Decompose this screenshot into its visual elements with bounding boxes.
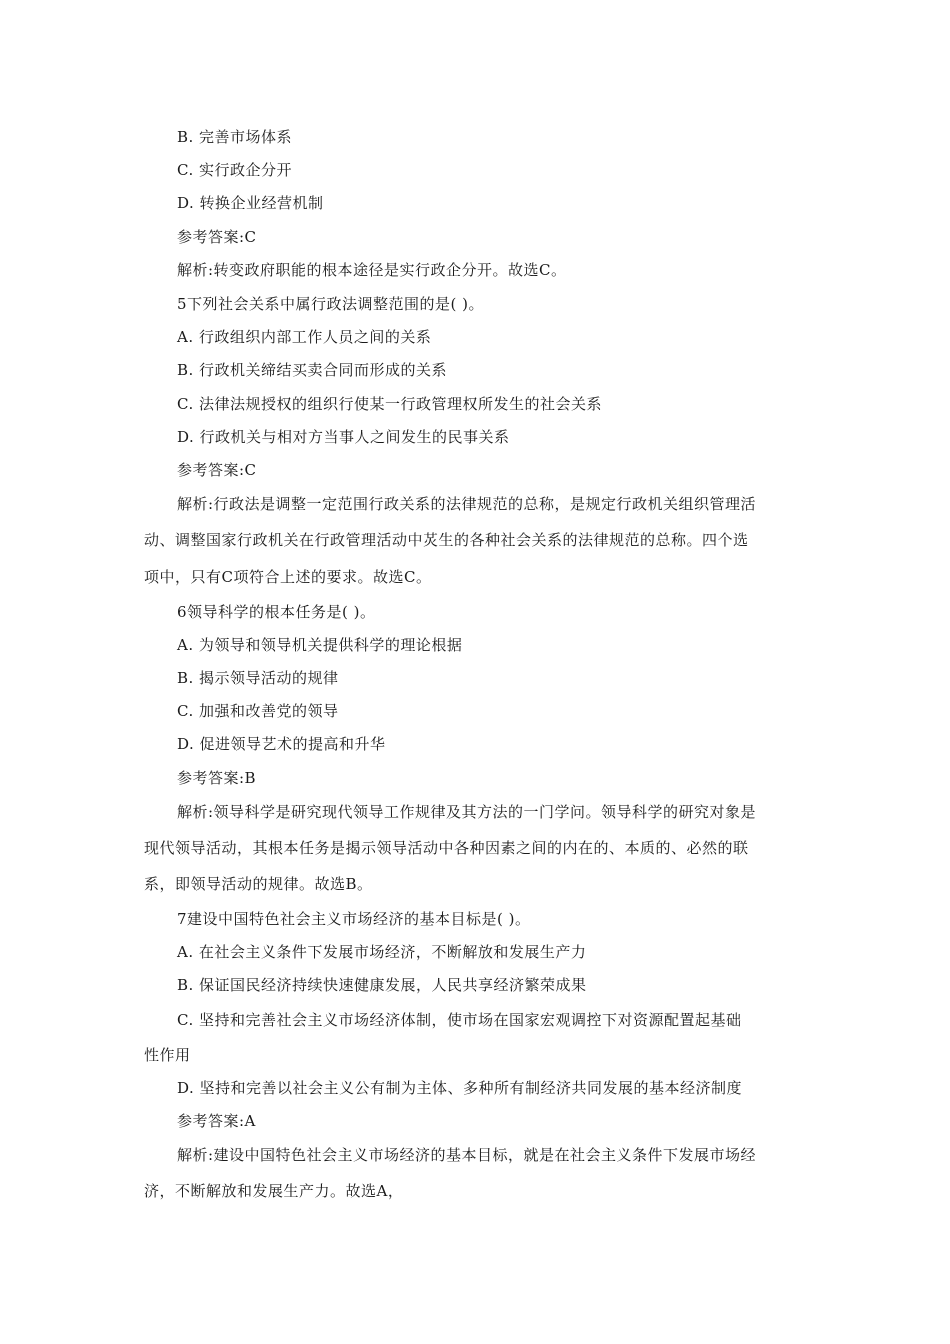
explanation-q6-line1: 解析:领导科学是研究现代领导工作规律及其方法的一门学问。领导科学的研究对象是 (177, 803, 757, 821)
option-d-q5: D. 行政机关与相对方当事人之间发生的民事关系 (177, 428, 510, 446)
explanation-q6-line2: 现代领导活动，其根本任务是揭示领导活动中各种因素之间的内在的、本质的、必然的联 (144, 839, 749, 857)
option-c-q7-line2: 性作用 (144, 1046, 191, 1064)
option-b-q4: B. 完善市场体系 (177, 128, 293, 146)
answer-q7: 参考答案:A (177, 1112, 256, 1130)
question-5: 5下列社会关系中属行政法调整范围的是( )。 (177, 295, 485, 313)
option-d-q6: D. 促进领导艺术的提高和升华 (177, 735, 386, 753)
answer-q4: 参考答案:C (177, 228, 257, 246)
option-c-q7-line1: C. 坚持和完善社会主义市场经济体制，使市场在国家宏观调控下对资源配置起基础 (177, 1011, 742, 1029)
option-c-q4: C. 实行政企分开 (177, 161, 292, 179)
explanation-q5-line1: 解析:行政法是调整一定范围行政关系的法律规范的总称，是规定行政机关组织管理活 (177, 495, 757, 513)
explanation-q4: 解析:转变政府职能的根本途径是实行政企分开。故选C。 (177, 261, 567, 279)
option-c-q6: C. 加强和改善党的领导 (177, 702, 339, 720)
option-d-q4: D. 转换企业经营机制 (177, 194, 324, 212)
option-b-q6: B. 揭示领导活动的规律 (177, 669, 339, 687)
option-c-q5: C. 法律法规授权的组织行使某一行政管理权所发生的社会关系 (177, 395, 602, 413)
option-a-q7: A. 在社会主义条件下发展市场经济，不断解放和发展生产力 (177, 943, 587, 961)
explanation-q7-line1: 解析:建设中国特色社会主义市场经济的基本目标，就是在社会主义条件下发展市场经 (177, 1146, 757, 1164)
explanation-q5-line2: 动、调整国家行政机关在行政管理活动中炗生的各种社会关系的法律规范的总称。四个选 (144, 531, 749, 549)
question-6: 6领导科学的根本任务是( )。 (177, 603, 376, 621)
answer-q5: 参考答案:C (177, 461, 257, 479)
option-b-q5: B. 行政机关缔结买卖合同而形成的关系 (177, 361, 448, 379)
explanation-q6-line3: 系，即领导活动的规律。故选B。 (144, 875, 373, 893)
option-b-q7: B. 保证国民经济持续快速健康发展，人民共享经济繁荣成果 (177, 976, 587, 994)
option-a-q6: A. 为领导和领导机关提供科学的理论根据 (177, 636, 463, 654)
option-d-q7: D. 坚持和完善以社会主义公有制为主体、多种所有制经济共同发展的基本经济制度 (177, 1079, 743, 1097)
question-7: 7建设中国特色社会主义市场经济的基本目标是( )。 (177, 910, 531, 928)
explanation-q7-line2: 济，不断解放和发展生产力。故选A， (144, 1182, 404, 1200)
explanation-q5-line3: 项中，只有C项符合上述的要求。故选C。 (144, 568, 432, 586)
option-a-q5: A. 行政组织内部工作人员之间的关系 (177, 328, 432, 346)
answer-q6: 参考答案:B (177, 769, 257, 787)
